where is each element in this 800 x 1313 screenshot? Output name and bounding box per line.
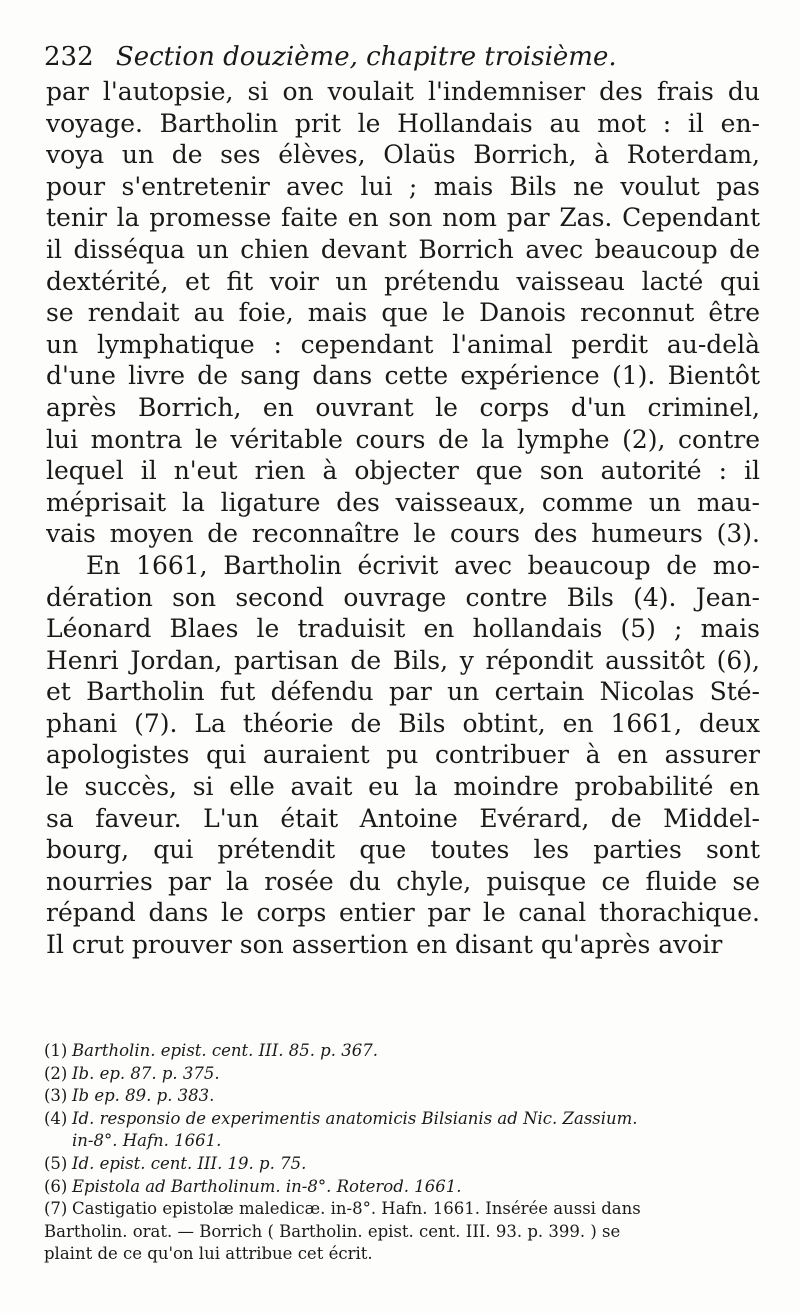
footnote: [44, 1198, 762, 1221]
footnote-reference: Castigatio epistolæ maledicæ. in-8°. Hafn. 1661. Insérée aussi dans: [72, 1199, 641, 1219]
footnote-number: (5): [44, 1153, 68, 1173]
footnote-number: (1): [44, 1041, 68, 1060]
footnote-number: (6): [44, 1176, 68, 1196]
footnote-number: (4): [44, 1108, 68, 1128]
footnote-number: (3): [44, 1086, 68, 1106]
text-line: dextérité, et fit voir un prétendu vaisseau lacté qui: [46, 266, 760, 296]
text-line: il disséqua un chien devant Borrich avec beaucoup de: [46, 234, 760, 264]
running-header: [44, 40, 764, 74]
text-line: le succès, si elle avait eu la moindre probabilité en: [46, 772, 760, 802]
text-line: sa faveur. L'un était Antoine Evérard, de Middel-: [46, 803, 760, 833]
footnote-number: (2): [44, 1063, 68, 1083]
text-line: pour s'entretenir avec lui ; mais Bils ne voulut pas: [46, 171, 760, 201]
footnote: [44, 1063, 762, 1086]
text-line: apologistes qui auraient pu contribuer à en assurer: [46, 740, 760, 770]
text-line: lequel il n'eut rien à objecter que son autorité : il: [46, 456, 760, 486]
footnote-reference: in-8°. Hafn. 1661.: [72, 1131, 222, 1151]
footnote-reference: Bartholin. orat. — Borrich ( Bartholin. epist. cent. III. 93. p. 399. ) se: [44, 1221, 621, 1241]
footnote-reference: Ib. ep. 87. p. 375.: [72, 1063, 220, 1083]
footnotes: [44, 1040, 762, 1266]
footnote-reference: plaint de ce qu'on lui attribue cet écrit.: [44, 1244, 373, 1264]
text-line: nourries par la rosée du chyle, puisque ce fluide se: [46, 866, 760, 896]
footnote-continuation: [44, 1221, 762, 1244]
running-title: Section douzième, chapitre troisième.: [115, 42, 617, 72]
main-text: [46, 76, 760, 961]
text-line: après Borrich, en ouvrant le corps d'un criminel,: [46, 392, 760, 422]
paragraph-first-line: En 1661, Bartholin écrivit avec beaucoup de mo-: [86, 550, 760, 580]
footnote-reference: Ib ep. 89. p. 383.: [72, 1086, 215, 1106]
footnote-reference: Epistola ad Bartholinum. in-8°. Roterod. 1661.: [72, 1176, 462, 1196]
footnote-reference: Id. epist. cent. III. 19. p. 75.: [72, 1153, 307, 1173]
text-line: phani (7). La théorie de Bils obtint, en 1661, deux: [46, 708, 760, 738]
text-line: voyage. Bartholin prit le Hollandais au mot : il en-: [46, 108, 760, 138]
text-line: vais moyen de reconnaître le cours des humeurs (3).: [46, 519, 760, 549]
footnote-reference: Id. responsio de experimentis anatomicis Bilsianis ad Nic. Zassium.: [72, 1108, 638, 1128]
footnote: [44, 1108, 762, 1131]
text-line: méprisait la ligature des vaisseaux, comme un mau-: [46, 487, 760, 517]
text-line: par l'autopsie, si on voulait l'indemniser des frais du: [46, 77, 760, 106]
footnote-number: (7): [44, 1199, 68, 1219]
text-line: bourg, qui prétendit que toutes les parties sont: [46, 835, 760, 865]
footnote-reference: Bartholin. epist. cent. III. 85. p. 367.: [72, 1041, 378, 1060]
footnote-continuation: [44, 1130, 762, 1153]
text-line: voya un de ses élèves, Olaüs Borrich, à Roterdam,: [46, 140, 760, 170]
text-line: un lymphatique : cependant l'animal perdit au-delà: [46, 329, 760, 359]
text-line: et Bartholin fut défendu par un certain Nicolas Sté-: [46, 677, 760, 707]
footnote-continuation: [44, 1243, 762, 1266]
text-line: lui montra le véritable cours de la lymphe (2), contre: [46, 424, 760, 454]
footnote: [44, 1176, 762, 1199]
footnote: [44, 1040, 762, 1063]
footnote: [44, 1085, 762, 1108]
text-line: dération son second ouvrage contre Bils (4). Jean-: [46, 582, 760, 612]
text-line: d'une livre de sang dans cette expérience (1). Bientôt: [46, 361, 760, 391]
text-line: tenir la promesse faite en son nom par Zas. Cependant: [46, 203, 760, 233]
text-line: répand dans le corps entier par le canal thorachique.: [46, 898, 760, 928]
text-line: se rendait au foie, mais que le Danois reconnut être: [46, 298, 760, 328]
text-line: Il crut prouver son assertion en disant qu'après avoir: [46, 930, 723, 960]
text-line: Léonard Blaes le traduisit en hollandais (5) ; mais: [46, 614, 760, 644]
page-number: 232: [44, 42, 94, 72]
text-line: Henri Jordan, partisan de Bils, y répondit aussitôt (6),: [46, 645, 760, 675]
footnote: [44, 1153, 762, 1176]
